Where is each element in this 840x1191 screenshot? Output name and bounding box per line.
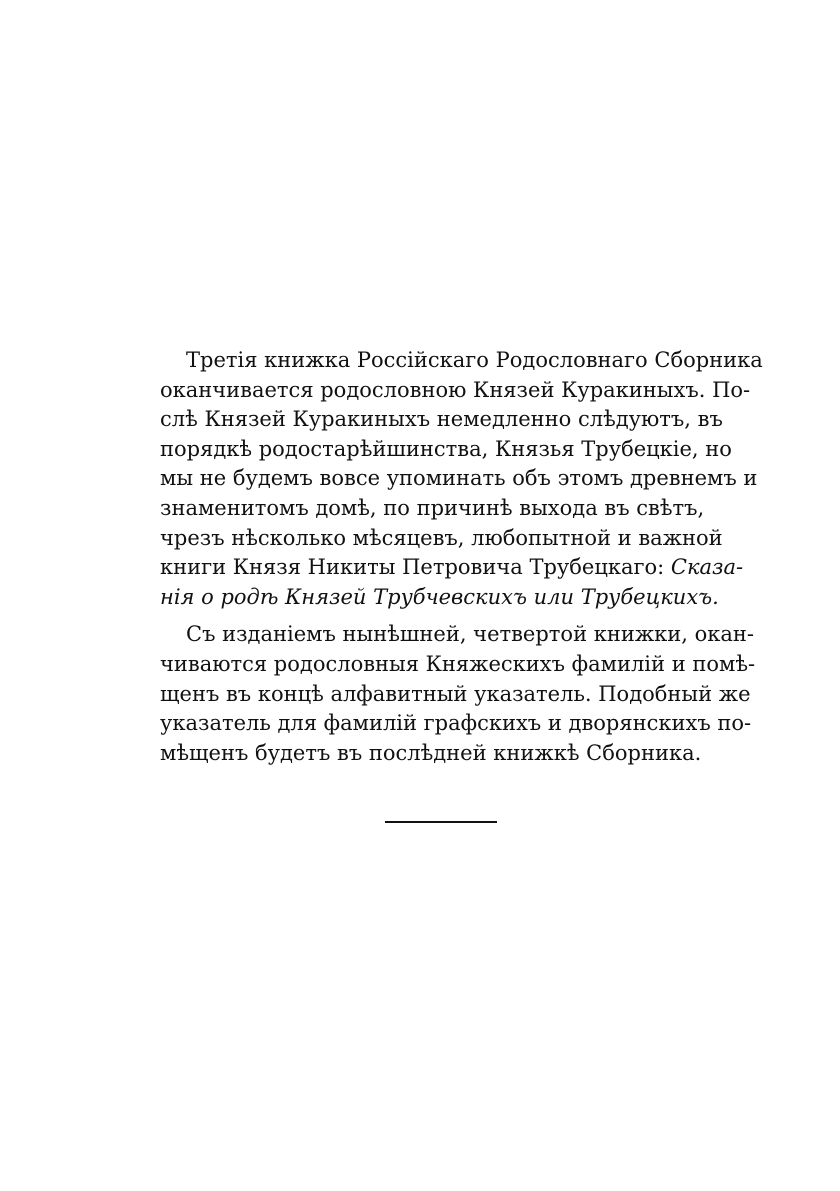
text-line: щенъ въ концѣ алфавитный указатель. Подобный же	[160, 681, 751, 706]
text-line: порядкѣ родостарѣйшинства, Князья Трубецкіе, но	[160, 436, 732, 461]
text-line-prefix: книги Князя Никиты Петровича Трубецкаго:	[160, 555, 665, 580]
section-divider	[385, 821, 497, 823]
text-line: Съ изданіемъ нынѣшней, четвертой книжки, окан-	[186, 622, 755, 647]
text-line: слѣ Князей Куракиныхъ немедленно слѣдуютъ, въ	[160, 407, 723, 432]
text-line: мѣщенъ будетъ въ послѣдней книжкѣ Сборника.	[160, 740, 702, 765]
text-line: Третія книжка Россійскаго Родословнаго Сборника	[186, 348, 763, 372]
paragraph-gap	[160, 612, 692, 620]
text-line	[160, 553, 744, 583]
text-line: знаменитомъ домѣ, по причинѣ выхода въ свѣтъ,	[160, 495, 705, 520]
book-title-start: Сказа-	[670, 555, 744, 580]
text-line: мы не будемъ вовсе упоминать объ этомъ древнемъ и	[160, 466, 758, 491]
text-line: чрезъ нѣсколько мѣсяцевъ, любопытной и важной	[160, 525, 723, 550]
book-title-end: нія о родѣ Князей Трубчевскихъ или Трубецкихъ.	[160, 584, 719, 609]
paragraph-1	[160, 346, 763, 612]
text-line: указатель для фамилій графскихъ и дворянскихъ по-	[160, 711, 752, 736]
main-text	[160, 346, 763, 768]
paragraph-2	[160, 620, 756, 768]
text-line: чиваются родословныя Княжескихъ фамилій и помѣ-	[160, 651, 756, 676]
text-line: оканчивается родословною Князей Куракиныхъ. По-	[160, 377, 751, 402]
